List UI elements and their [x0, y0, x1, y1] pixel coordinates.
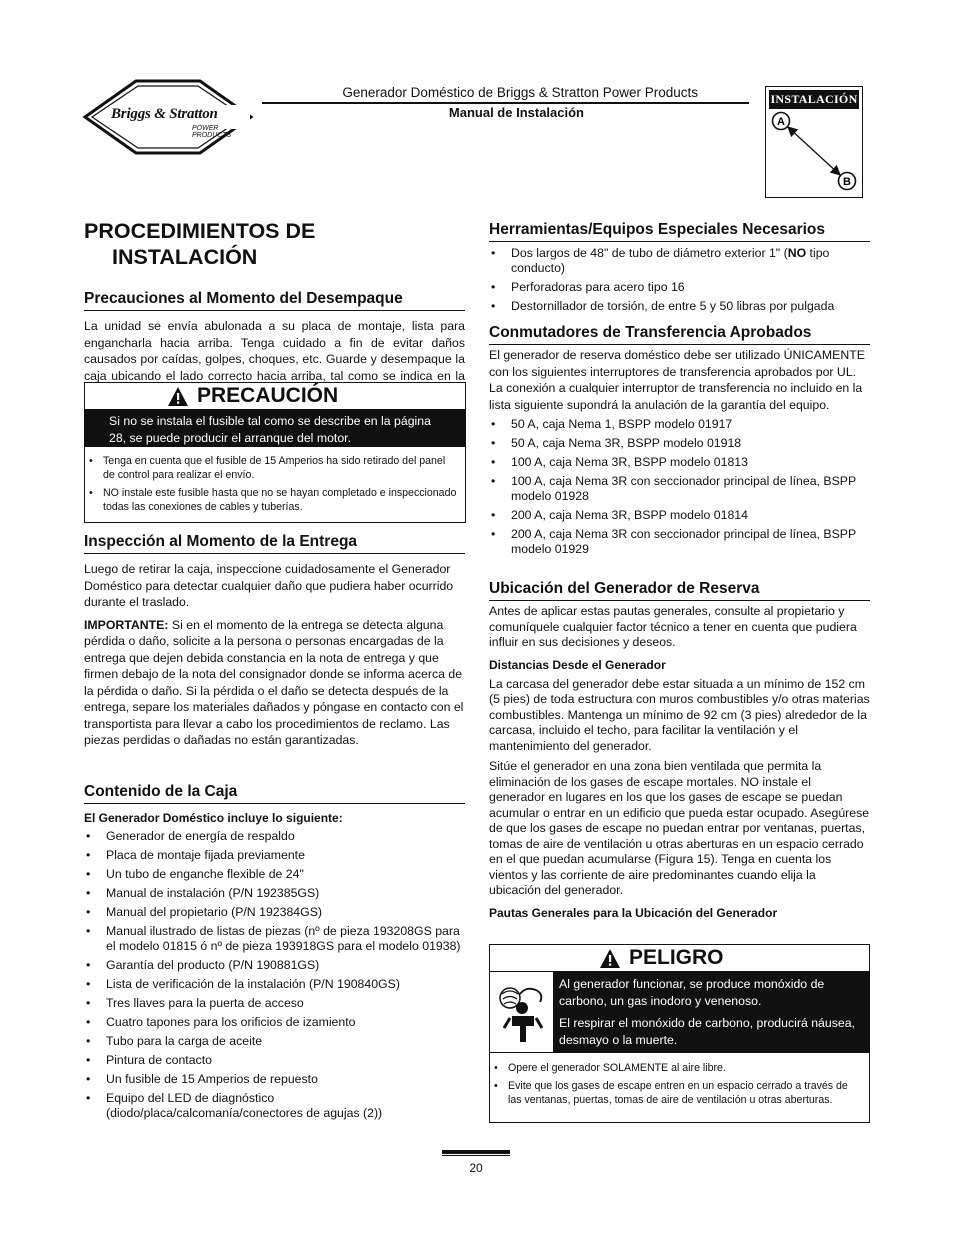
list-item: • Manual del propietario (P/N 192384GS): [84, 905, 465, 920]
list-item: • 50 A, caja Nema 3R, BSPP modelo 01918: [489, 436, 870, 451]
logo-wordmark: Briggs & Stratton: [111, 106, 218, 122]
danger-message-row: [490, 972, 869, 1053]
list-item: • Placa de montaje fijada previamente: [84, 848, 465, 863]
danger-list: [490, 1053, 869, 1107]
section-tab-label: INSTALACIÓN: [769, 90, 859, 109]
header-title: Generador Doméstico de Briggs & Stratton Power Products: [342, 85, 698, 100]
list-item: • Evite que los gases de escape entren en un espacio cerrado a través de las ventanas, puertas, tomas de aire de ventilación u otras aberturas.: [490, 1079, 861, 1107]
list-item: • Equipo del LED de diagnóstico (diodo/placa/calcomanía/conectores de agujas (2)): [84, 1091, 465, 1121]
list-item: • Un tubo de enganche flexible de 24": [84, 867, 465, 882]
page-title: [84, 218, 444, 270]
transfer-switches-section: [489, 324, 870, 561]
danger-message: [553, 972, 869, 1052]
danger-message-2: El respirar el monóxido de carbono, producirá náusea, desmayo o la muerte.: [559, 1016, 855, 1047]
contents-heading: Contenido de la Caja: [84, 783, 465, 804]
list-item: • Tres llaves para la puerta de acceso: [84, 996, 465, 1011]
header-rule: [262, 102, 749, 104]
list-item: • Lista de verificación de la instalación (P/N 190840GS): [84, 977, 465, 992]
list-item: • Manual ilustrado de listas de piezas (nº de pieza 193208GS para el modelo 01815 ó nº de pieza 193918GS para el modelo 01938): [84, 924, 465, 954]
warning-triangle-icon: [599, 948, 621, 969]
unpacking-text: La unidad se envía abulonada a su placa de montaje, lista para engancharla hacia arriba. Tenga cuidado a fin de evitar daños causados por caídas, golpes, choques, etc. Guarde y desempaque la caja ubicando el lado correcto hacia arriba, tal como se indica en la: [84, 319, 465, 383]
inspection-section: [84, 533, 465, 749]
list-item: • 100 A, caja Nema 3R, BSPP modelo 01813: [489, 455, 870, 470]
caution-message: Si no se instala el fusible tal como se describe en la página 28, se puede producir el arranque del motor.: [85, 410, 465, 447]
ventilation-text: Sitúe el generador en una zona bien ventilada que permita la eliminación de los gases de escape mortales. NO instale el generador en lugares en los que los gases de escape se puedan acumular o entrar en un edificio que pueda estar ocupado. Asegúrese de que los gases de escape no puedan entrar por ventanas, puertas, tomas de aire de ventilación u otras aberturas en un espacio cerrado en el que puedan acumularse (Figura 15). Tenga en cuenta los vientos y las corriente de aire predominantes cuando elija la ubicación del generador.: [489, 759, 870, 897]
contents-subheading: El Generador Doméstico incluye lo siguiente:: [84, 811, 343, 825]
page-title-line1: PROCEDIMIENTOS DE: [84, 219, 316, 243]
list-item: • Tenga en cuenta que el fusible de 15 Amperios ha sido retirado del panel de control para realizar el envío.: [85, 454, 457, 482]
no-emphasis: NO: [787, 246, 807, 260]
caution-box: [84, 382, 466, 523]
briggs-stratton-logo: [82, 78, 254, 156]
list-item: • 100 A, caja Nema 3R con seccionador principal de línea, BSPP modelo 01928: [489, 474, 870, 504]
list-item: • Manual de instalación (P/N 192385GS): [84, 886, 465, 901]
list-item: • 200 A, caja Nema 3R, BSPP modelo 01814: [489, 508, 870, 523]
box-contents-section: [84, 783, 465, 1125]
list-item: • Tubo para la carga de aceite: [84, 1034, 465, 1049]
list-item: • Opere el generador SOLAMENTE al aire libre.: [490, 1061, 861, 1075]
tools-heading: Herramientas/Equipos Especiales Necesarios: [489, 221, 870, 242]
caution-list: [85, 447, 465, 514]
marker-a: A: [777, 116, 785, 128]
danger-title: PELIGRO: [629, 946, 724, 969]
list-item: • Un fusible de 15 Amperios de repuesto: [84, 1072, 465, 1087]
danger-message-1: Al generador funcionar, se produce monóxido de carbono, un gas inodoro y venenoso.: [559, 977, 825, 1008]
logo-subtext: POWER PRODUCTS: [192, 125, 232, 139]
danger-box: [489, 944, 870, 1123]
list-item: • Destornillador de torsión, de entre 5 y 50 libras por pulgada: [489, 299, 870, 314]
tools-section: [489, 221, 870, 318]
distances-subheading: Distancias Desde el Generador: [489, 657, 666, 672]
list-item: • 200 A, caja Nema 3R con seccionador principal de línea, BSPP modelo 01929: [489, 527, 870, 557]
location-intro: Antes de aplicar estas pautas generales, consulte al propietario y comuníquele cualquier factor técnico a tener en cuenta que pudiera influir en sus decisiones y deseos.: [489, 604, 857, 649]
switches-text: El generador de reserva doméstico debe ser utilizado ÚNICAMENTE con los siguientes interruptores de transferencia aprobados por UL. La conexión a cualquier interruptor de transferencia no incluido en la lista siguiente supondrá la anulación de la garantía del equipo.: [489, 348, 865, 412]
footer-bar: [442, 1150, 510, 1154]
footer-rule: [442, 1155, 510, 1156]
list-item: • Cuatro tapones para los orificios de izamiento: [84, 1015, 465, 1030]
inspection-text: Luego de retirar la caja, inspeccione cuidadosamente el Generador Doméstico para detectar cualquier daño que pudiera haber ocurrido durante el traslado.: [84, 562, 454, 609]
inspection-important-text: [84, 617, 465, 749]
unpacking-heading: Precauciones al Momento del Desempaque: [84, 290, 465, 311]
location-heading: Ubicación del Generador de Reserva: [489, 580, 870, 601]
caution-title: PRECAUCIÓN: [197, 384, 339, 407]
warning-triangle-icon: [167, 386, 189, 407]
danger-header: [490, 945, 869, 972]
generator-location-section: [489, 580, 870, 920]
switches-heading: Conmutadores de Transferencia Aprobados: [489, 324, 870, 345]
marker-b: B: [843, 176, 851, 188]
list-item: • Pintura de contacto: [84, 1053, 465, 1068]
carbon-monoxide-icon: [490, 972, 552, 1052]
important-text: Si en el momento de la entrega se detecta alguna pérdida o daño, solicite a la persona o personas encargadas de la entrega que dejen debida constancia en la nota de entrega y que firmen debajo de la nota del consignador donde se informa acerca de la pérdida o daño. Si la pérdida o el daño se detecta después de la entrega, separe los materiales dañados y póngase en contacto con el transportista para llevar a cabo los procedimientos de reclamo. Las piezas perdidas o dañadas no están garantizadas.: [84, 617, 464, 747]
caution-header: [85, 383, 465, 410]
list-item: • Dos largos de 48" de tubo de diámetro exterior 1" (NO tipo conducto): [489, 246, 870, 276]
distances-text: La carcasa del generador debe estar situada a un mínimo de 152 cm (5 pies) de toda estructura con muros combustibles y/o otras materias combustibles. Mantenga un mínimo de 92 cm (3 pies) alrededor de la carcasa, incluido el techo, para facilitar la ventilación y el mantenimiento del generador.: [489, 676, 870, 753]
important-label: IMPORTANTE:: [84, 617, 169, 632]
guidelines-subheading: Pautas Generales para la Ubicación del Generador: [489, 905, 778, 920]
a-to-b-arrow-icon: [769, 111, 859, 193]
list-item: • 50 A, caja Nema 1, BSPP modelo 01917: [489, 417, 870, 432]
contents-list: [84, 829, 465, 1121]
switches-list: [489, 417, 870, 557]
tools-list: [489, 246, 870, 314]
exhaust-hazard-pictogram: [490, 972, 552, 1052]
list-item: • Perforadoras para acero tipo 16: [489, 280, 870, 295]
list-item: • Garantía del producto (P/N 190881GS): [84, 958, 465, 973]
page-number: 20: [469, 1161, 483, 1175]
installation-section-tab: [765, 86, 863, 198]
page-title-line2: INSTALACIÓN: [112, 245, 258, 269]
list-item: • NO instale este fusible hasta que no se hayan completado e inspeccionado todas las conexiones de cables y tuberías.: [85, 486, 457, 514]
list-item: • Generador de energía de respaldo: [84, 829, 465, 844]
inspection-heading: Inspección al Momento de la Entrega: [84, 533, 465, 554]
header-subtitle: Manual de Instalación: [448, 105, 584, 120]
